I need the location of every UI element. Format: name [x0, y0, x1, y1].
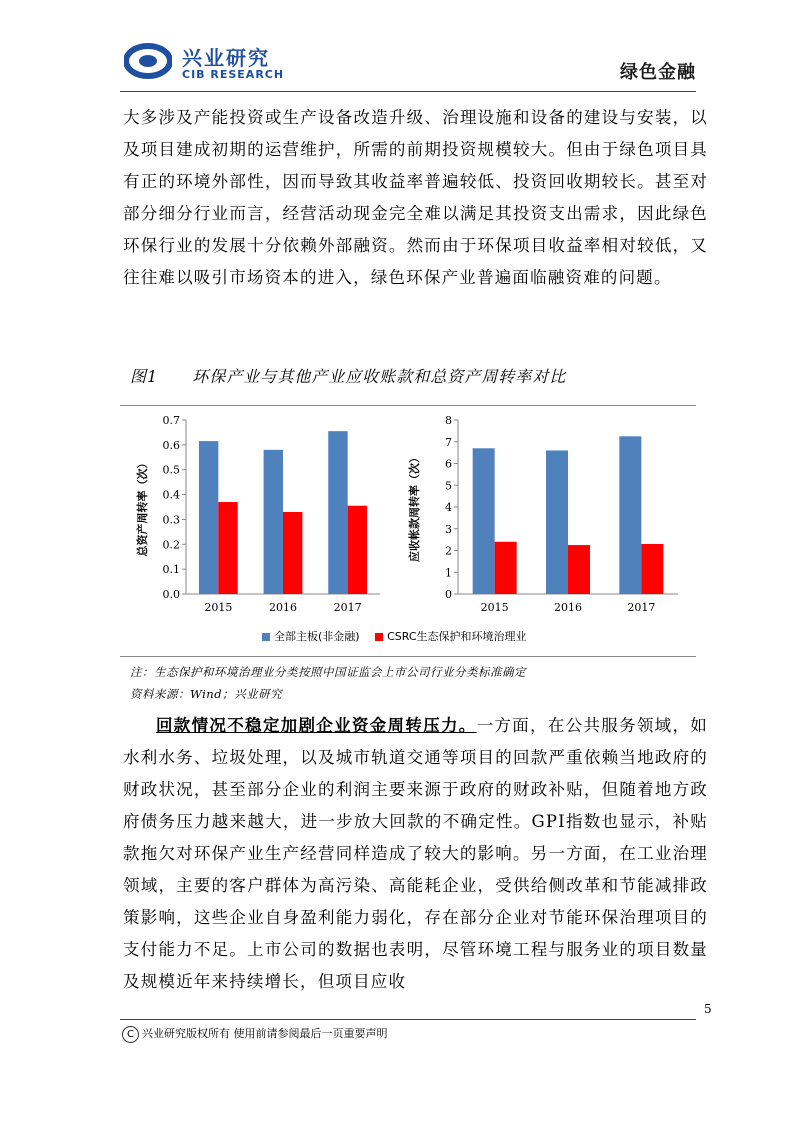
bar-main-board-2017 — [328, 431, 347, 594]
bar-csrc-2016 — [283, 512, 302, 594]
footer-text: 兴业研究版权所有 使用前请参阅最后一页重要声明 — [142, 1027, 388, 1040]
figure-top-rule — [120, 405, 696, 406]
y-tick-label: 0 — [445, 588, 452, 601]
figure-number: 图1 — [130, 367, 159, 386]
paragraph-text: 一方面，在公共服务领域，如水利水务、垃圾处理，以及城市轨道交通等项目的回款严重依赖当地政府的财政状况，甚至部分企业的利润主要来源于政府的财政补贴，但随着地方政府债务压力越来越大，进一步放大回款的不确定性。GPI指数也显示，补贴款拖欠对环保产业生产经营同样造成了较大的影响。另一方面，在工业治理领域，主要的客户群体为高污染、高能耗企业，受供给侧改革和节能减排政策影响，这些企业自身盈利能力弱化，存在部分企业对节能环保治理项目的支付能力不足。上市公司的数据也表明，尽管环境工程与服务业的项目数量及规模近年来持续增长，但项目应收 — [123, 716, 708, 991]
figure-bottom-rule — [120, 656, 696, 657]
legend-label: CSRC生态保护和环境治理业 — [387, 630, 527, 643]
figure-title: 环保产业与其他产业应收账款和总资产周转率对比 — [192, 367, 567, 386]
y-tick-label: 7 — [445, 435, 452, 449]
legend-item-csrc — [375, 630, 526, 643]
legend-label: 全部主板(非金融) — [274, 630, 360, 643]
y-tick-label: 1 — [445, 566, 452, 580]
legend-swatch — [375, 633, 383, 641]
x-tick-label: 2015 — [480, 601, 509, 614]
bar-csrc-2015 — [218, 502, 237, 594]
copyright-icon: C — [122, 1026, 139, 1043]
figure-note: 注：生态保护和环境治理业分类按照中国证监会上市公司行业分类标准确定 — [130, 665, 526, 679]
y-tick-label: 4 — [445, 501, 452, 514]
x-tick-label: 2016 — [269, 601, 297, 614]
y-tick-label: 0.6 — [162, 438, 180, 452]
figure-source: 资料来源：Wind；兴业研究 — [130, 687, 283, 701]
y-tick-label: 0.2 — [162, 538, 180, 552]
footer-divider — [120, 1019, 696, 1020]
y-tick-label: 6 — [445, 457, 452, 471]
page-number: 5 — [704, 1002, 712, 1016]
bar-main-board-2017 — [619, 436, 641, 594]
y-tick-label: 2 — [445, 544, 452, 558]
page-footer — [122, 1025, 388, 1043]
figure-caption — [130, 364, 566, 387]
y-axis-label: 应收帐款周转率（次） — [408, 452, 421, 562]
logo-english-name: CIB RESEARCH — [182, 68, 285, 81]
bar-main-board-2015 — [199, 441, 218, 594]
chart-legend — [262, 628, 539, 644]
y-tick-label: 0.5 — [162, 463, 180, 477]
bar-main-board-2015 — [473, 448, 495, 594]
y-tick-label: 0.3 — [162, 513, 180, 527]
y-tick-label: 5 — [445, 479, 452, 493]
bar-csrc-2017 — [641, 544, 663, 594]
x-tick-label: 2017 — [333, 601, 362, 614]
x-tick-label: 2016 — [554, 601, 582, 614]
y-tick-label: 0.4 — [162, 488, 180, 502]
y-tick-label: 0.7 — [162, 414, 180, 427]
header-divider — [120, 91, 696, 92]
bar-main-board-2016 — [264, 450, 283, 594]
y-axis-label: 总资产周转率（次） — [136, 457, 149, 557]
y-tick-label: 0.0 — [162, 588, 180, 601]
paragraph-lead: 回款情况不稳定加剧企业资金周转压力。 — [156, 716, 477, 735]
body-paragraph-1: 大多涉及产能投资或生产设备改造升级、治理设施和设备的建设与安装，以及项目建成初期的运营维护，所需的前期投资规模较大。但由于绿色项目具有正的环境外部性，因而导致其收益率普遍较低、投资回收期较长。甚至对部分细分行业而言，经营活动现金完全难以满足其投资支出需求，因此绿色环保行业的发展十分依赖外部融资。然而由于环保项目收益率相对较低，又往往难以吸引市场资本的进入，绿色环保产业普遍面临融资难的问题。 — [123, 108, 708, 287]
chart-receivables-turnover — [407, 414, 678, 614]
logo-chinese-name: 兴业研究 — [182, 46, 270, 70]
legend-item-main-board — [262, 630, 360, 643]
figure-charts — [120, 408, 696, 628]
y-tick-label: 3 — [445, 522, 452, 536]
bar-main-board-2016 — [546, 450, 568, 594]
page-header — [120, 38, 700, 94]
y-tick-label: 8 — [445, 414, 452, 427]
y-tick-label: 0.1 — [162, 563, 180, 577]
legend-swatch — [262, 633, 270, 641]
bar-csrc-2016 — [568, 545, 590, 594]
cib-logo-icon — [124, 42, 172, 80]
chart-total-asset-turnover — [135, 414, 380, 614]
x-tick-label: 2015 — [204, 601, 233, 614]
x-tick-label: 2017 — [627, 601, 656, 614]
bar-csrc-2015 — [495, 542, 517, 594]
section-title: 绿色金融 — [620, 62, 696, 83]
bar-csrc-2017 — [348, 506, 367, 594]
body-paragraph-2 — [123, 710, 708, 998]
